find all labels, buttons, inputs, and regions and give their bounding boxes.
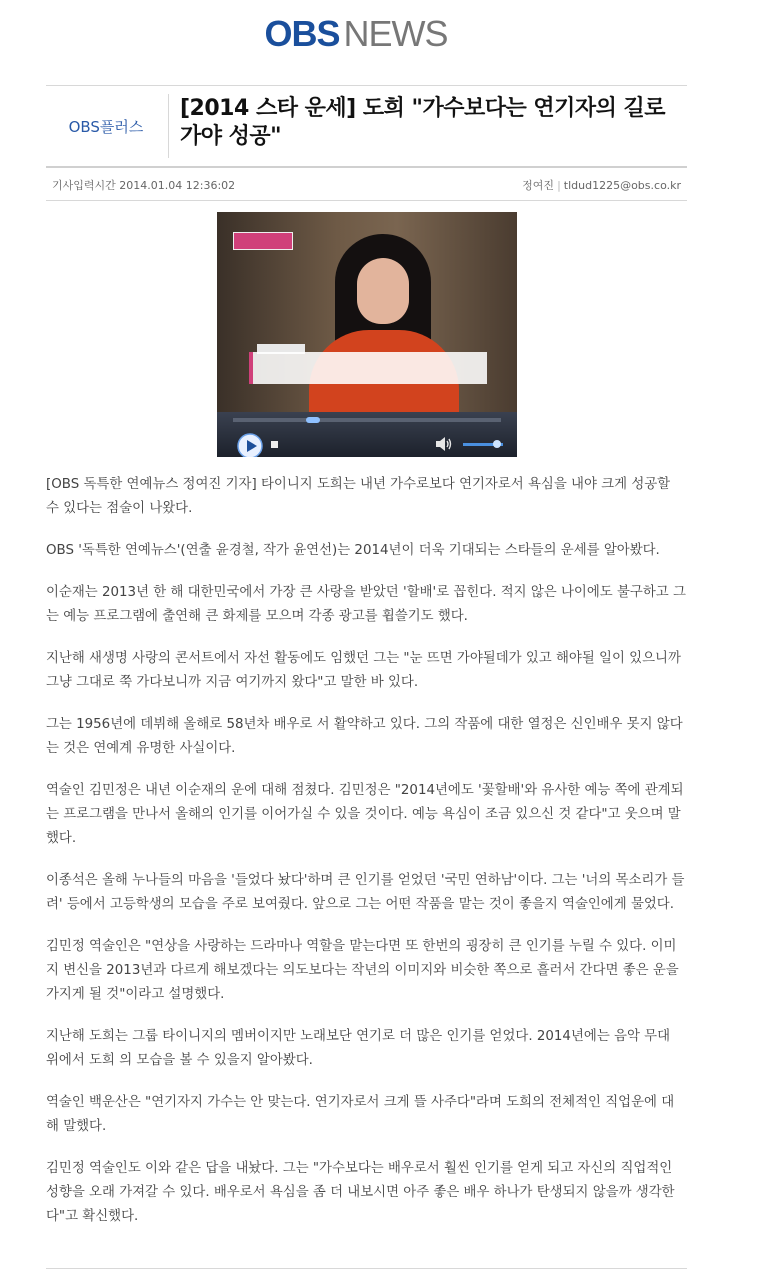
section-label[interactable]: OBS플러스 xyxy=(68,117,144,136)
article-paragraph: 이종석은 올해 누나들의 마음을 '들었다 놨다'하며 큰 인기를 얻었던 '국민 연하남'이다. 그는 '너의 목소리가 들려' 등에서 고등학생의 모습을 주로 보여줬다. 앞으로 그는 어떤 작품을 맡는 것이 좋을지 역술인에게 물었다. xyxy=(46,873,685,912)
reporter-email[interactable]: tldud1225@obs.co.kr xyxy=(563,179,681,192)
publish-time-label: 기사입력시간 xyxy=(52,179,116,192)
volume-icon[interactable] xyxy=(435,436,453,452)
publish-info xyxy=(52,177,235,193)
article-paragraph: 역술인 백운산은 "연기자지 가수는 안 맞는다. 연기자로서 크게 뜰 사주다"라며 도희의 전체적인 직업운에 대해 말했다. xyxy=(46,1095,675,1134)
byline xyxy=(522,177,681,193)
video-frame[interactable] xyxy=(217,212,517,412)
byline-separator: | xyxy=(557,179,561,192)
article-body xyxy=(46,473,687,1247)
article-meta xyxy=(46,167,687,201)
reporter-name: 정여진 xyxy=(522,179,555,192)
volume-handle[interactable] xyxy=(493,440,501,448)
bottom-divider xyxy=(46,1268,687,1269)
video-person-face xyxy=(357,258,409,324)
article-paragraph: OBS '독특한 연예뉴스'(연출 윤경철, 작가 윤연선)는 2014년이 더욱 기대되는 스타들의 운세를 알아봤다. xyxy=(46,543,660,558)
play-icon[interactable] xyxy=(237,433,263,457)
article-paragraph: 그는 1956년에 데뷔해 올해로 58년차 배우로 서 활약하고 있다. 그의 작품에 대한 열정은 신인배우 못지 않다는 것은 연예계 유명한 사실이다. xyxy=(46,717,683,756)
article-paragraph: [OBS 독특한 연예뉴스 정여진 기자] 타이니지 도희는 내년 가수로보다 연기자로서 욕심을 내야 크게 성공할 수 있다는 점술이 나왔다. xyxy=(46,477,671,516)
article-paragraph: 이순재는 2013년 한 해 대한민국에서 가장 큰 사랑을 받았던 '할배'로 꼽힌다. 적지 않은 나이에도 불구하고 그는 예능 프로그램에 출연해 큰 화제를 모으며 각종 광고를 휩쓸기도 했다. xyxy=(46,585,686,624)
video-player[interactable] xyxy=(217,212,517,457)
article-paragraph: 김민정 역술인도 이와 같은 답을 내놨다. 그는 "가수보다는 배우로서 훨씬 인기를 얻게 되고 자신의 직업적인 성향을 오래 가져갈 수 있다. 배우로서 욕심을 좀 더 내보시면 아주 좋은 배우 하나가 탄생되지 않을까 생각한다"고 확신했다. xyxy=(46,1161,675,1224)
obs-news-logo[interactable] xyxy=(0,14,712,62)
article-headline: [2014 스타 운세] 도희 "가수보다는 연기자의 길로 가야 성공" xyxy=(180,96,666,149)
article-header xyxy=(46,85,687,168)
logo-brand: OBS xyxy=(264,13,340,54)
video-subtitle-box xyxy=(249,352,487,384)
stop-icon[interactable] xyxy=(271,441,278,448)
article-paragraph: 역술인 김민정은 내년 이순재의 운에 대해 점쳤다. 김민정은 "2014년에도 '꽃할배'와 유사한 예능 쪽에 관계되는 프로그램을 만나서 올해의 인기를 이어가실 수 있을 것이다. 예능 욕심이 조금 있으신 것 같다"고 웃으며 말했다. xyxy=(46,783,684,846)
article-paragraph: 김민정 역술인은 "연상을 사랑하는 드라마나 역할을 맡는다면 또 한번의 굉장히 큰 인기를 누릴 수 있다. 이미지 변신을 2013년과 다르게 해보겠다는 의도보다는 작년의 이미지와 비슷한 쪽으로 흘러서 간다면 좋은 운을 가지게 될 것"이라고 설명했다. xyxy=(46,939,679,1002)
publish-time: 12:36:02 xyxy=(185,179,236,192)
divider xyxy=(168,94,169,158)
seek-bar[interactable] xyxy=(233,418,501,422)
program-bug xyxy=(233,232,293,250)
seek-handle[interactable] xyxy=(306,417,320,423)
publish-date: 2014.01.04 xyxy=(119,179,183,192)
article-paragraph: 지난해 새생명 사랑의 콘서트에서 자선 활동에도 임했던 그는 "눈 뜨면 가야될데가 있고 해야될 일이 있으니까 그냥 그대로 쭉 가다보니까 지금 여기까지 왔다"고 말한 바 있다. xyxy=(46,651,681,690)
logo-product: NEWS xyxy=(343,13,448,54)
article-paragraph: 지난해 도희는 그룹 타이니지의 멤버이지만 노래보단 연기로 더 많은 인기를 얻었다. 2014년에는 음악 무대 위에서 도희 의 모습을 볼 수 있을지 알아봤다. xyxy=(46,1029,671,1068)
